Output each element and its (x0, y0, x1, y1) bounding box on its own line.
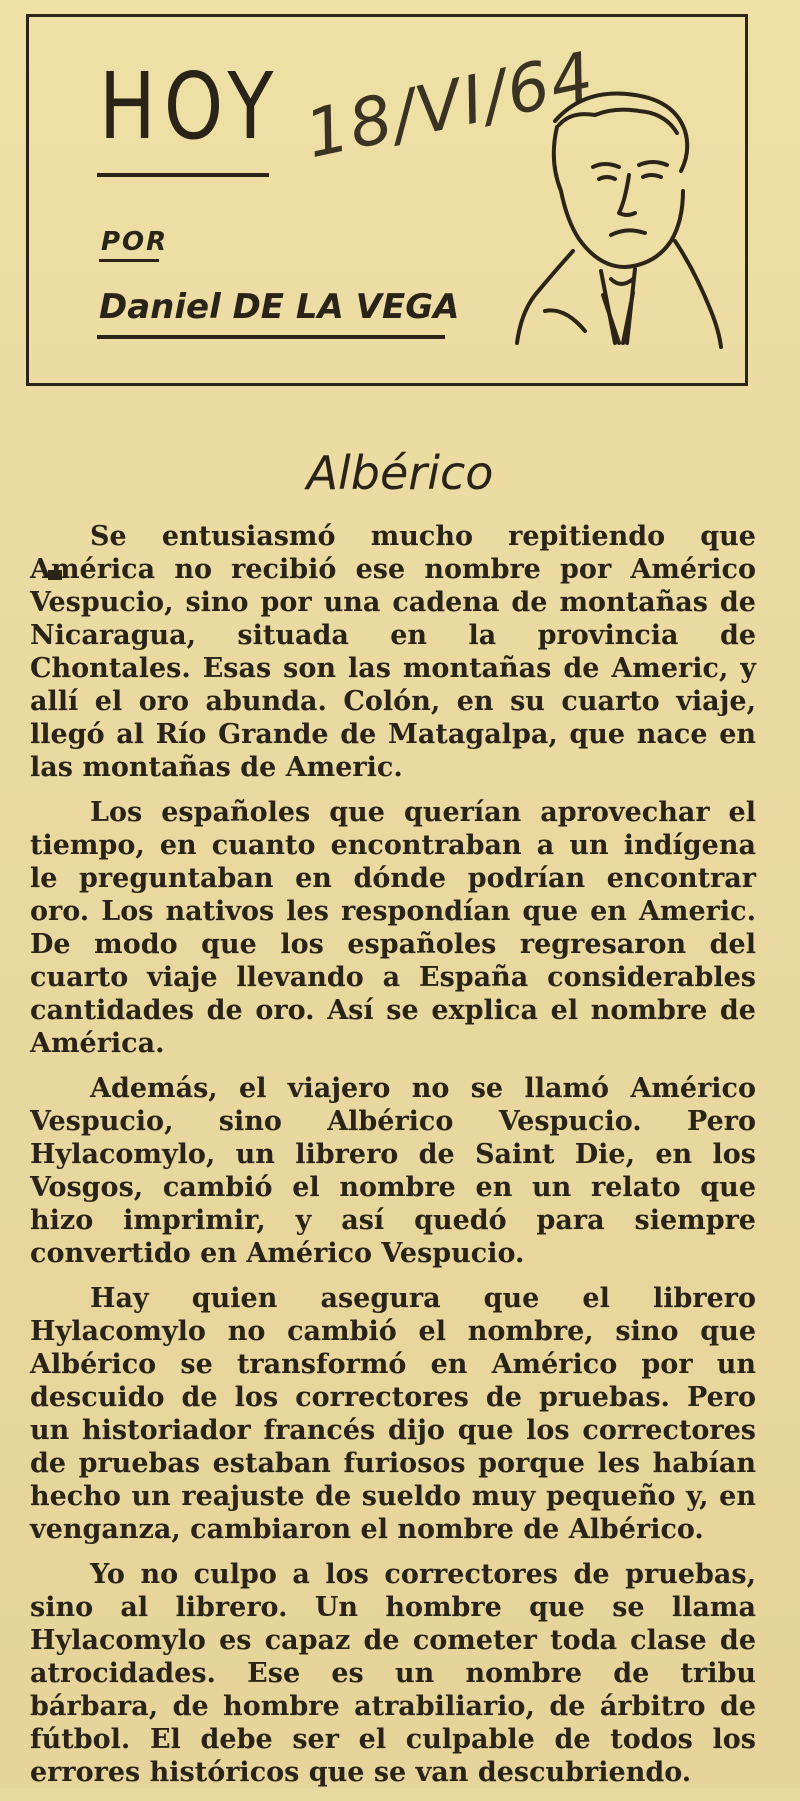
paragraph: Se entusiasmó mucho repitiendo que América no recibió ese nombre por Américo Vespucio, sino por una cadena de montañas de Nicaragua, situada en la provincia de Chontales. Esas son las montañas de Americ, y allí el oro abunda. Colón, en su cuarto viaje, llegó al Río Grande de Matagalpa, que nace en las montañas de Americ. (30, 521, 756, 783)
section-title-rule (97, 173, 269, 177)
by-label: POR (101, 227, 169, 257)
paragraph: Yo no culpo a los correctores de pruebas, sino al librero. Un hombre que se llama Hylacomylo es capaz de cometer toda clase de atrocidades. Ese es un nombre de tribu bárbara, de hombre atrabiliario, de árbitro de fútbol. El debe ser el culpable de todos los errores históricos que se van descubriendo. (30, 1559, 756, 1788)
section-title: HOY (99, 53, 282, 160)
paragraph: Los españoles que querían aprovechar el tiempo, en cuanto encontraban a un indígena le preguntaban en dónde podrían encontrar oro. Los nativos les respondían que en Americ. De modo que los españoles regresaron del cuarto viaje llevando a España considerables cantidades de oro. Así se explica el nombre de América. (30, 797, 756, 1059)
author-rule (97, 335, 445, 339)
article-body (30, 520, 756, 1801)
article-title: Albérico (306, 446, 494, 500)
column-header-box (26, 14, 748, 386)
author-name: Daniel DE LA VEGA (99, 287, 460, 327)
paragraph: Hay quien asegura que el librero Hylacomylo no cambió el nombre, sino que Albérico se transformó en Américo por un descuido de los correctores de pruebas. Pero un historiador francés dijo que los correctores de pruebas estaban furiosos porque les habían hecho un reajuste de sueldo muy pequeño y, en venganza, cambiaron el nombre de Albérico. (30, 1283, 756, 1545)
by-label-rule (99, 259, 159, 262)
paragraph: Además, el viajero no se llamó Américo Vespucio, sino Albérico Vespucio. Pero Hylacomylo, un librero de Saint Die, en los Vosgos, cambió el nombre en un relato que hizo imprimir, y así quedó para siempre convertido en Américo Vespucio. (30, 1073, 756, 1269)
author-portrait-icon (515, 81, 725, 351)
handwritten-date: 18/VI/64 (298, 36, 602, 174)
